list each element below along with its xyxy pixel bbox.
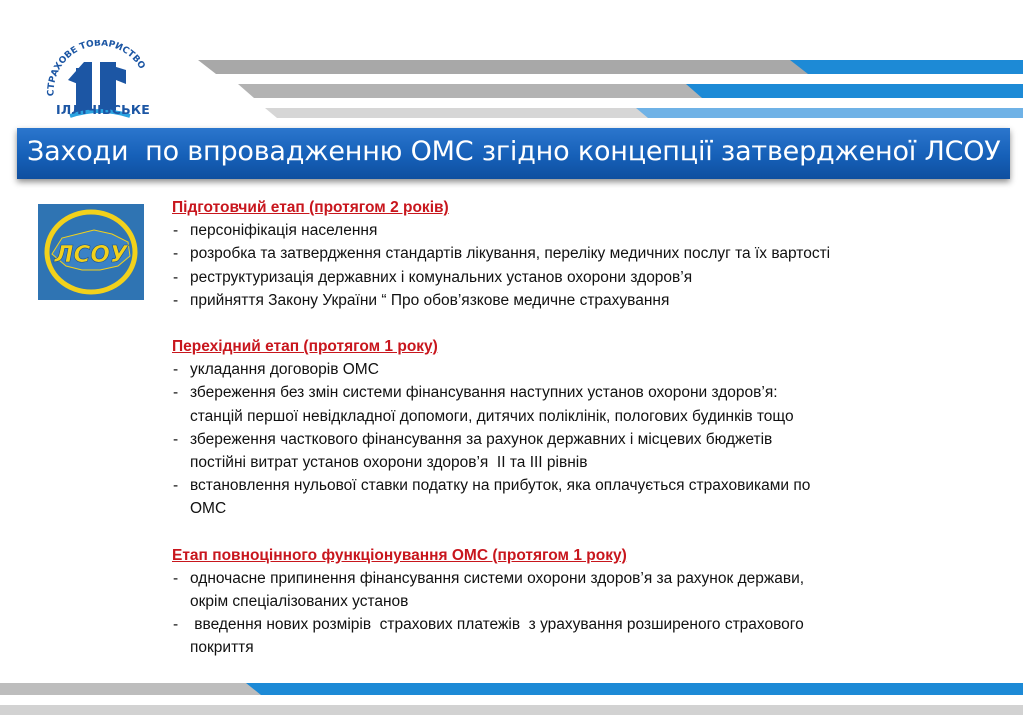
company-brand-name: ІЛЛІЧІВСЬКЕ [55, 102, 150, 117]
list-item: - розробка та затвердження стандартів лікування, переліку медичних послуг та їх вартості [172, 242, 1002, 265]
bullet-list [172, 358, 1002, 520]
section-full-operation [172, 544, 1002, 660]
title-bar [17, 128, 1010, 179]
list-item: - встановлення нульової ставки податку на прибуток, яка оплачується страховиками по ОМС [172, 474, 1002, 520]
stripe-gray-2 [238, 84, 706, 98]
logo-arc-text: СТРАХОВЕ ТОВАРИСТВО [46, 40, 147, 97]
list-item: - реструктуризація державних і комунальних установ охорони здоров’я [172, 266, 1002, 289]
stripe-blue-bottom [246, 683, 1023, 695]
bullet-list [172, 219, 1002, 312]
stripe-blue-1 [790, 60, 1023, 74]
section-heading: Етап повноцінного функціонування ОМС (протягом 1 року) [172, 546, 627, 564]
bullet-list [172, 567, 1002, 660]
stripe-gray-bottom [0, 683, 265, 695]
section-heading: Підготовчий етап (протягом 2 років) [172, 199, 449, 216]
list-item: - персоніфікація населення [172, 219, 1002, 242]
list-item: - введення нових розмірів страхових платежів з урахування розширеного страхового покриття [172, 613, 1002, 659]
lsou-logo [38, 204, 144, 300]
stripe-blue-3 [636, 108, 1023, 118]
list-item: - укладання договорів ОМС [172, 358, 1002, 381]
section-transitional [172, 335, 1002, 521]
stripes-bottom-svg [0, 680, 1023, 720]
content-area [172, 196, 1002, 660]
section-preparatory [172, 196, 1002, 312]
section-heading: Перехідний етап (протягом 1 року) [172, 338, 438, 356]
stripe-gray-bottom-2 [0, 705, 1023, 715]
lsou-logo-text: ЛСОУ [54, 242, 128, 268]
stripe-gray-1 [198, 60, 818, 74]
stripe-blue-2 [686, 84, 1023, 98]
list-item: - прийняття Закону України “ Про обов’язкове медичне страхування [172, 289, 1002, 312]
list-item: - одночасне припинення фінансування системи охорони здоров’я за рахунок держави, окрім спеціалізованих установ [172, 567, 1002, 613]
lsou-logo-icon [38, 204, 144, 300]
svg-text:СТРАХОВЕ ТОВАРИСТВО [47, 40, 147, 96]
list-item: - збереження без змін системи фінансування наступних установ охорони здоров’я: станцій першої невідкладної допомоги, дитячих поліклінік, пологових будинків тощо [172, 381, 1002, 427]
stripe-gray-3 [265, 108, 652, 118]
list-item: - збереження часткового фінансування за рахунок державних і місцевих бюджетів постійні витрат установ охорони здоров’я ІІ та ІІІ рівнів [172, 428, 1002, 474]
page-title: Заходи по впровадженню ОМС згідно концепції затвердженої ЛСОУ [27, 136, 1001, 167]
